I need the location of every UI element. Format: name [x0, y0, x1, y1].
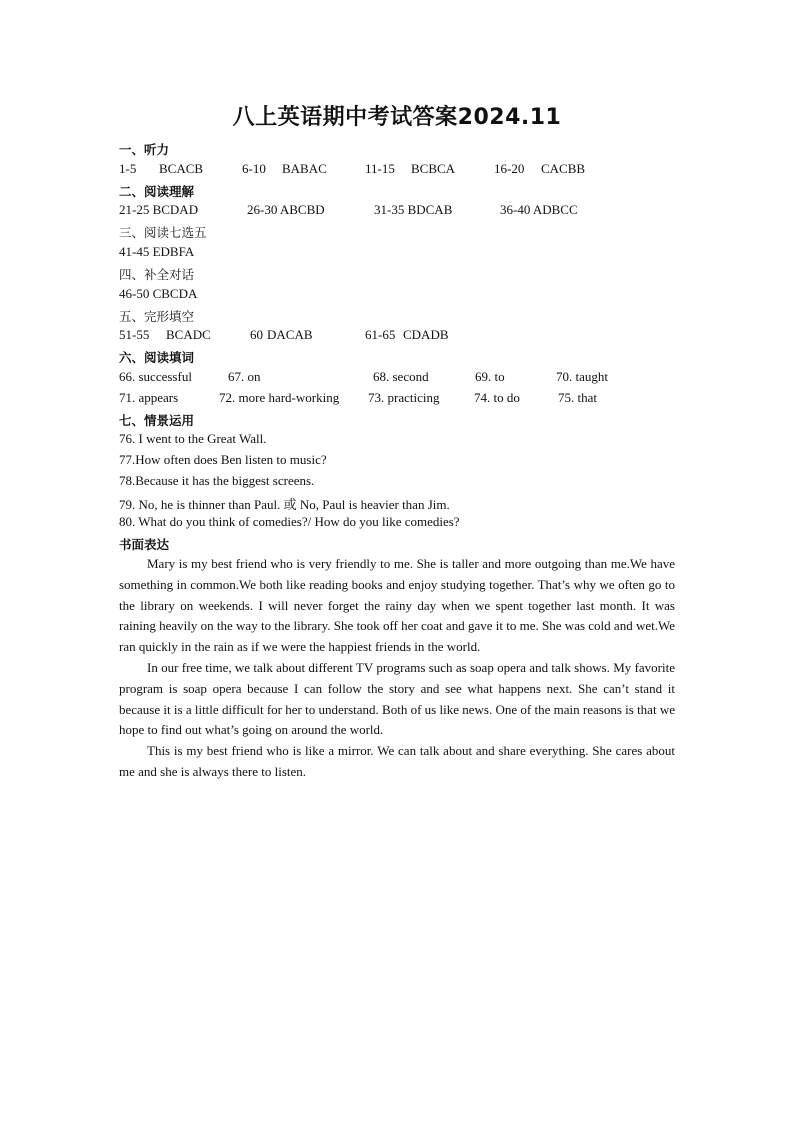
reading-answer-group: 36-40 ADBCC: [500, 202, 578, 217]
cloze-range: 51-55: [119, 327, 150, 342]
listening-answer: BCBCA: [411, 161, 456, 176]
section-cloze-heading: 五、完形填空: [119, 309, 195, 324]
cloze-range: 61-65: [365, 327, 396, 342]
reading-answers-row: [0, 202, 794, 222]
listening-answer: CACBB: [541, 161, 586, 176]
section-reading-heading: 二、阅读理解: [119, 184, 195, 199]
word-fill-answer: 68. second: [373, 369, 429, 384]
word-fill-answer: 73. practicing: [368, 390, 440, 405]
section-dialogue-heading: 四、补全对话: [119, 267, 195, 282]
situational-answer: 80. What do you think of comedies?/ How do you like comedies?: [119, 514, 460, 529]
section-situational-heading: 七、情景运用: [119, 413, 195, 428]
word-fill-answer: 66. successful: [119, 369, 192, 384]
reading-answer-group: 26-30 ABCBD: [247, 202, 325, 217]
cloze-answers-row: [0, 327, 794, 347]
reading-answer-group: 31-35 BDCAB: [374, 202, 453, 217]
reading-answer-group: 21-25 BCDAD: [119, 202, 199, 217]
word-fill-row: [0, 390, 794, 410]
listening-range: 11-15: [365, 161, 395, 176]
word-fill-answer: 70. taught: [556, 369, 608, 384]
cloze-answer: CDADB: [403, 327, 449, 342]
situational-answer: 78.Because it has the biggest screens.: [119, 473, 315, 488]
word-fill-answer: 72. more hard-working: [219, 390, 340, 405]
page-title: 八上英语期中考试答案2024.11: [232, 105, 562, 130]
cloze-answer: DACAB: [267, 327, 313, 342]
word-fill-answer: 67. on: [228, 369, 261, 384]
word-fill-answer: 69. to: [475, 369, 505, 384]
sample-essay: [119, 554, 675, 783]
listening-range: 6-10: [242, 161, 266, 176]
section-word-fill-heading: 六、阅读填词: [119, 350, 195, 365]
section-writing-heading: 书面表达: [119, 537, 170, 552]
section-seven-choose-five-heading: 三、阅读七选五: [119, 225, 207, 240]
cloze-range: 60: [250, 327, 263, 342]
seven-choose-five-answers: 41-45 EDBFA: [119, 244, 195, 259]
word-fill-answer: 74. to do: [474, 390, 520, 405]
listening-answer: BCACB: [159, 161, 204, 176]
essay-paragraph: Mary is my best friend who is very friendly to me. She is taller and more outgoing than me.We have something in common.We both like reading books and enjoy studying together. That’s why we often go to the library on weekends. I will never forget the rainy day when we spent together last month. It was raining heavily on the way to the library. She took off her coat and gave it to me. She was cold and wet.We ran quickly in the rain as if we were the happiest friends in the world.: [119, 556, 675, 655]
listening-range: 16-20: [494, 161, 525, 176]
listening-range: 1-5: [119, 161, 137, 176]
listening-answer: BABAC: [282, 161, 327, 176]
section-listening-heading: 一、听力: [119, 142, 170, 157]
essay-paragraph: This is my best friend who is like a mirror. We can talk about and share everything. She cares about me and she is always there to listen.: [119, 743, 675, 779]
listening-answers-row: [0, 161, 794, 181]
cloze-answer: BCADC: [166, 327, 211, 342]
word-fill-answer: 71. appears: [119, 390, 179, 405]
word-fill-answer: 75. that: [558, 390, 597, 405]
situational-answer: 79. No, he is thinner than Paul. 或 No, Paul is heavier than Jim.: [119, 497, 450, 512]
essay-paragraph: In our free time, we talk about different TV programs such as soap opera and talk shows. My favorite program is soap opera because I can follow the story and see what happens next. She can’t stand it because it is a little difficult for her to understand. Both of us like news. One of the main reasons is that we hope to find out what’s going on around the world.: [119, 659, 675, 738]
dialogue-answers: 46-50 CBCDA: [119, 286, 198, 301]
situational-answer: 77.How often does Ben listen to music?: [119, 452, 327, 467]
situational-answer: 76. I went to the Great Wall.: [119, 431, 267, 446]
word-fill-row: [0, 369, 794, 389]
